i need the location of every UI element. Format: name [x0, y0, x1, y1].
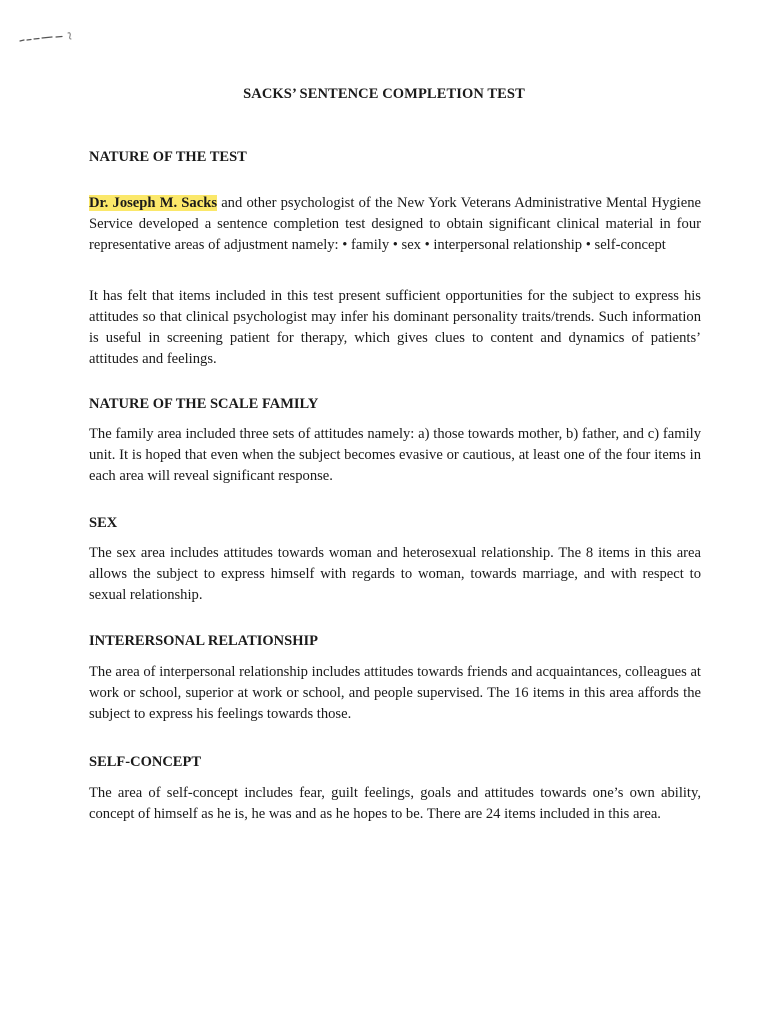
paragraph-nature-of-test-2: It has felt that items included in this test present sufficient opportunities for the subject to express his attitudes so that clinical psychologist may infer his dominant personality traits/trends. Such information is useful in screening patient for therapy, which gives clues to content and dynamics of patients’ attitudes and feelings.	[89, 288, 701, 367]
section-heading-sex: SEX	[89, 515, 118, 531]
paragraph-nature-of-test-1	[89, 193, 701, 256]
highlighted-author-name: Dr. Joseph M. Sacks	[89, 195, 217, 211]
document-title: SACKS’ SENTENCE COMPLETION TEST	[243, 86, 525, 102]
paragraph-scale-family: The family area included three sets of attitudes namely: a) those towards mother, b) father, and c) family unit. It is hoped that even when the subject becomes evasive or cautious, at least one of the four items in each area will reveal significant response.	[89, 426, 701, 484]
paragraph-text: and other psychologist of the New York Veterans Administrative Mental Hygiene Service developed a sentence completion test designed to obtain significant clinical material in four representative areas of adjustment namely: • family • sex • interpersonal relationship • self-concept	[89, 195, 701, 253]
pen-mark-scribble	[18, 28, 78, 48]
paragraph-sex: The sex area includes attitudes towards woman and heterosexual relationship. The 8 items in this area allows the subject to express himself with regards to woman, towards marriage, and with respect to sexual relationship.	[89, 545, 701, 603]
paragraph-self-concept: The area of self-concept includes fear, guilt feelings, goals and attitudes towards one’s own ability, concept of himself as he is, he was and as he hopes to be. There are 24 items included in this area.	[89, 785, 701, 822]
section-heading-scale-family: NATURE OF THE SCALE FAMILY	[89, 396, 319, 412]
paragraph-interpersonal: The area of interpersonal relationship includes attitudes towards friends and acquaintances, colleagues at work or school, superior at work or school, and people supervised. The 16 items in this area affords the subject to express his feelings towards those.	[89, 664, 701, 722]
section-heading-self-concept: SELF-CONCEPT	[89, 754, 201, 770]
section-heading-nature-of-test: NATURE OF THE TEST	[89, 149, 247, 165]
section-heading-interpersonal: INTERERSONAL RELATIONSHIP	[89, 633, 318, 649]
